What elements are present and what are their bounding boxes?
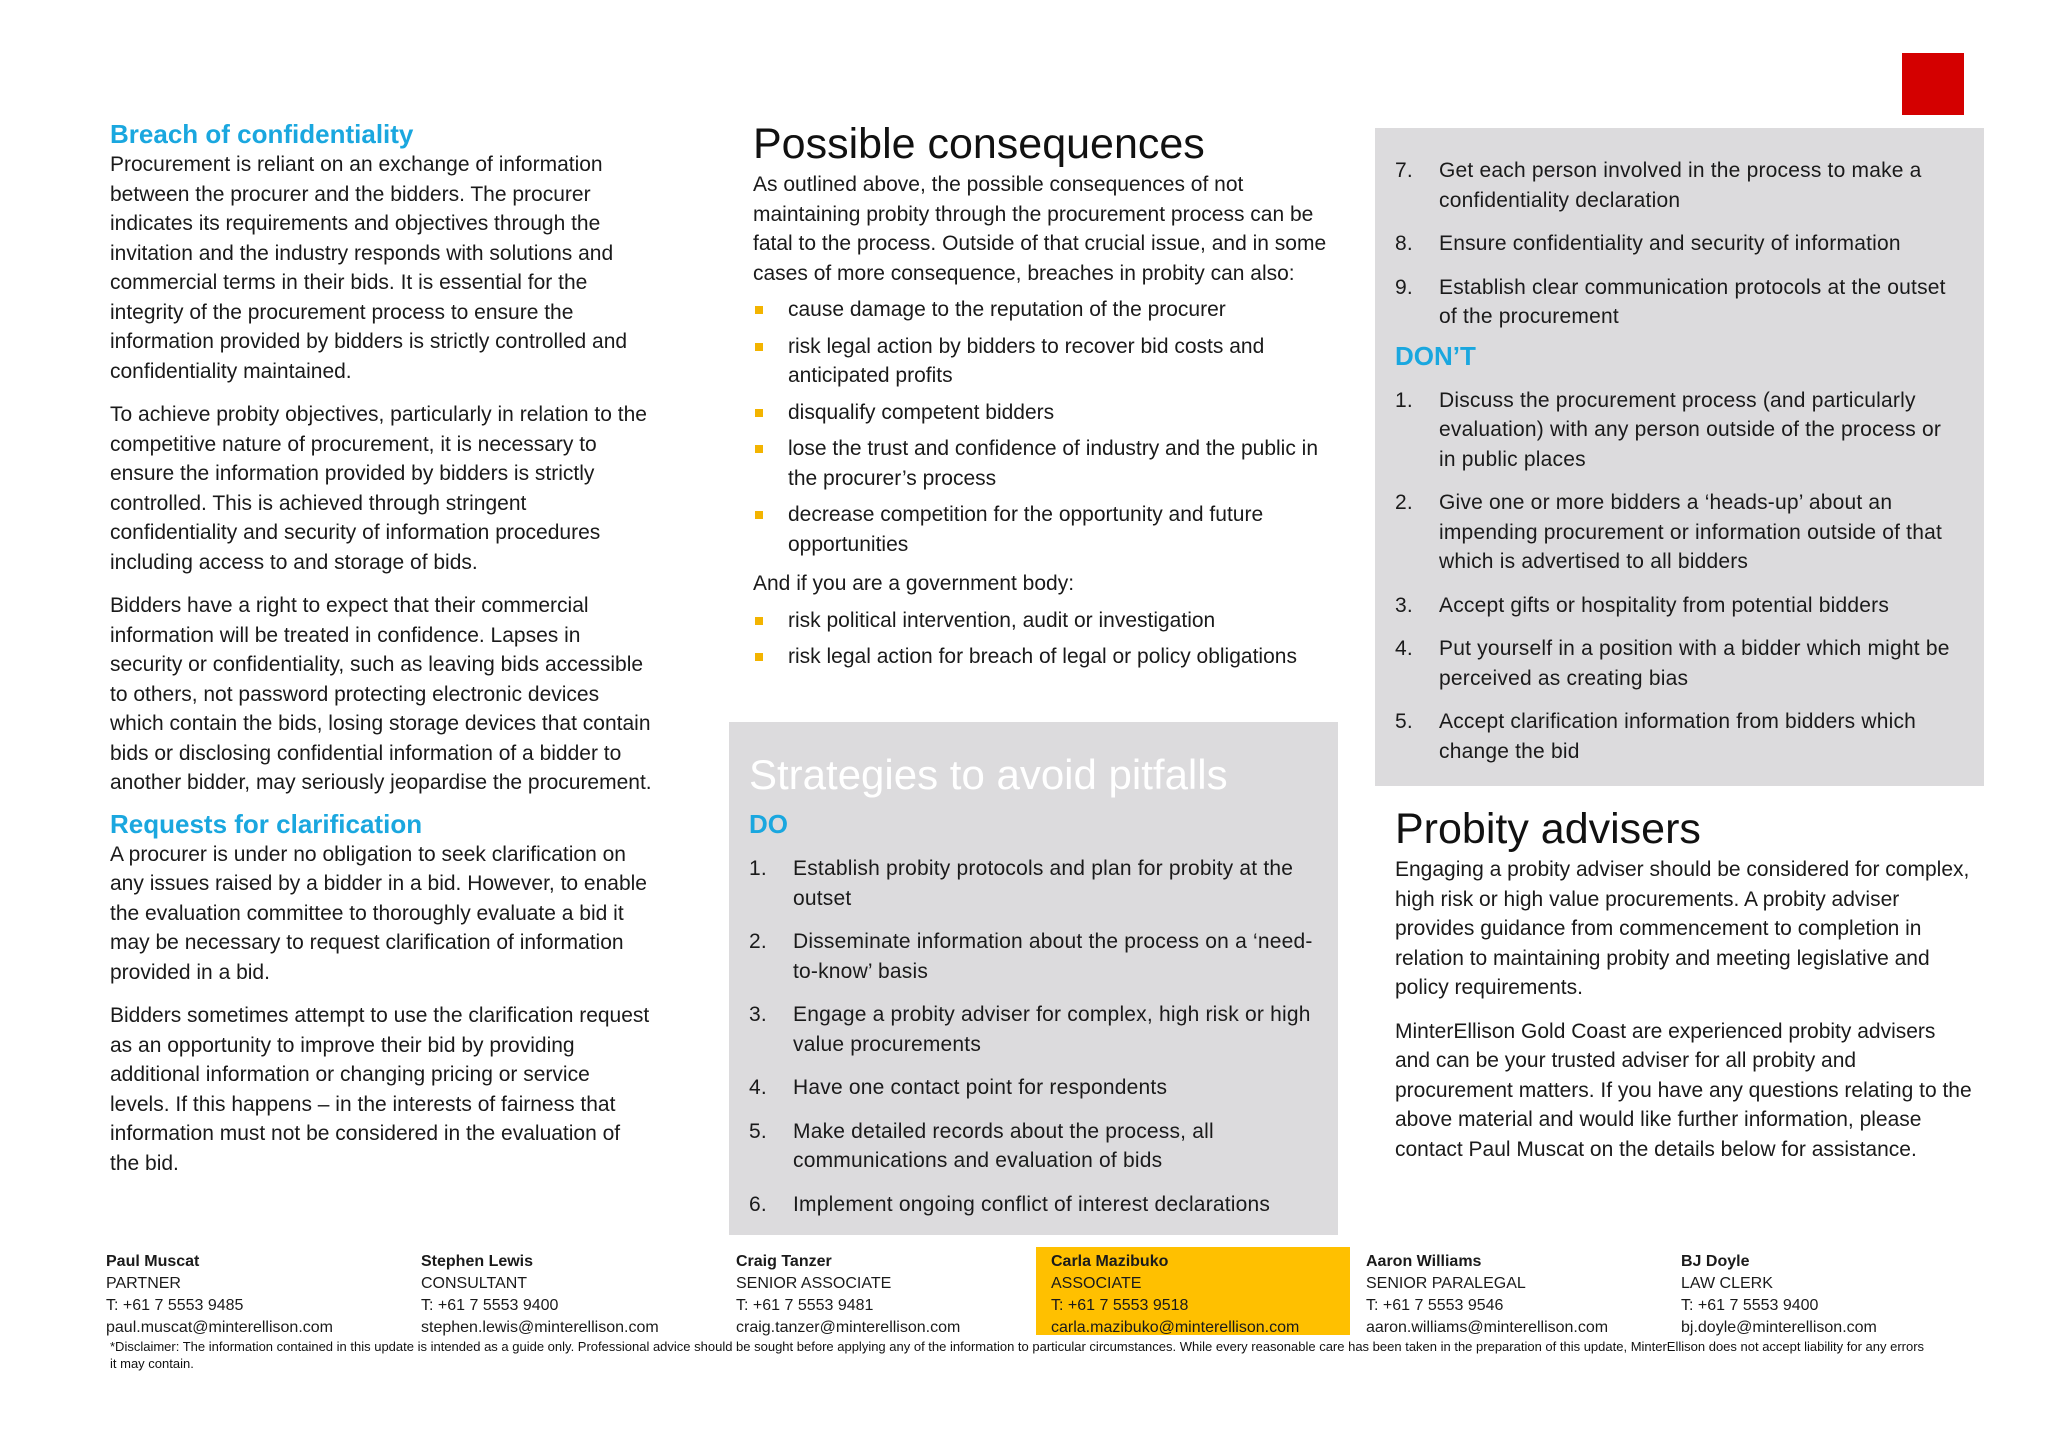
list-item: risk legal action for breach of legal or policy obligations	[753, 642, 1333, 672]
contact-role: SENIOR ASSOCIATE	[736, 1275, 892, 1292]
contact-email[interactable]: craig.tanzer@minterellison.com	[736, 1319, 961, 1336]
list-item: cause damage to the reputation of the procurer	[753, 295, 1333, 325]
advisers-heading: Probity advisers	[1395, 805, 1701, 853]
clarification-paragraph-2: Bidders sometimes attempt to use the clarification request as an opportunity to improve their bid by providing additional information or changing pricing or service levels. If this happens – in the interests of fairness that information must not be considered in the evaluation of the bid.	[110, 1004, 650, 1175]
contact-name: Craig Tanzer	[736, 1253, 832, 1270]
list-item	[1395, 634, 1961, 693]
do-list	[749, 854, 1315, 1219]
item-number: 4.	[749, 1076, 767, 1099]
consequences-heading: Possible consequences	[753, 120, 1205, 168]
item-text: Establish clear communication protocols at the outset of the procurement	[1439, 275, 1946, 328]
contact-role: LAW CLERK	[1681, 1275, 1773, 1292]
strategies-title: Strategies to avoid pitfalls	[749, 751, 1228, 798]
item-number: 7.	[1395, 159, 1413, 182]
do-list-continued	[1395, 156, 1961, 332]
advisers-paragraph-1: Engaging a probity adviser should be considered for complex, high risk or high value procurements. A probity adviser provides guidance from commencement to completion in relation to maintaining probity and meeting legislative and policy requirements.	[1395, 858, 1970, 999]
list-item	[1395, 273, 1961, 332]
contact-phone: T: +61 7 5553 9400	[421, 1297, 559, 1314]
item-text: Implement ongoing conflict of interest declarations	[793, 1192, 1271, 1216]
item-number: 4.	[1395, 637, 1413, 660]
breach-paragraph-2: To achieve probity objectives, particularly in relation to the competitive nature of procurement, it is necessary to ensure the information provided by bidders is strictly controlled. This is achieved through stringent confidentiality and security of information procedures including access to and storage of bids.	[110, 403, 647, 574]
item-text: Get each person involved in the process to make a confidentiality declaration	[1439, 159, 1922, 212]
do-heading: DO	[749, 809, 788, 839]
contact-email[interactable]: carla.mazibuko@minterellison.com	[1051, 1319, 1300, 1336]
contact-phone: T: +61 7 5553 9481	[736, 1297, 874, 1314]
list-item	[749, 1117, 1315, 1176]
list-item	[749, 854, 1315, 913]
item-text: Make detailed records about the process, all communications and evaluation of bids	[793, 1119, 1214, 1172]
list-item	[749, 1073, 1315, 1103]
column-middle	[753, 118, 1333, 672]
list-item: risk political intervention, audit or investigation	[753, 606, 1333, 636]
list-item	[749, 927, 1315, 986]
contact-name: Carla Mazibuko	[1051, 1253, 1169, 1270]
item-text: Ensure confidentiality and security of information	[1439, 232, 1901, 255]
contact-name: Paul Muscat	[106, 1253, 200, 1270]
advisers-paragraph-2: MinterEllison Gold Coast are experienced probity advisers and can be your trusted adviser for all probity and procurement matters. If you have any questions relating to the above material and would like further information, please contact Paul Muscat on the details below for assistance.	[1395, 1019, 1972, 1161]
breach-heading: Breach of confidentiality	[110, 119, 414, 149]
list-item: lose the trust and confidence of industry and the public in the procurer’s process	[753, 434, 1333, 493]
contact-phone: T: +61 7 5553 9400	[1681, 1297, 1819, 1314]
contact-email[interactable]: aaron.williams@minterellison.com	[1366, 1319, 1609, 1336]
breach-paragraph-1: Procurement is reliant on an exchange of information between the procurer and the bidders. The procurer indicates its requirements and objectives through the invitation and the industry responds with solutions and commercial terms in their bids. It is essential for the integrity of the procurement process to ensure the information provided by bidders is strictly controlled and confidentiality maintained.	[110, 153, 628, 383]
clarification-paragraph-1: A procurer is under no obligation to seek clarification on any issues raised by a bidder in a bid. However, to enable the evaluation committee to thoroughly evaluate a bid it may be necessary to request clarification of information provided in a bid.	[110, 842, 647, 984]
list-item	[1395, 488, 1961, 577]
contact-role: ASSOCIATE	[1051, 1275, 1142, 1292]
item-number: 3.	[1395, 593, 1413, 617]
contact-email[interactable]: paul.muscat@minterellison.com	[106, 1319, 333, 1336]
dont-heading: DON’T	[1395, 340, 1476, 371]
list-item: risk legal action by bidders to recover bid costs and anticipated profits	[753, 332, 1333, 391]
item-number: 8.	[1395, 232, 1413, 255]
item-text: Give one or more bidders a ‘heads-up’ about an impending procurement or information outside of that which is advertised to all bidders	[1439, 491, 1943, 573]
contact-email[interactable]: stephen.lewis@minterellison.com	[421, 1319, 659, 1336]
contact-name: BJ Doyle	[1681, 1253, 1750, 1270]
list-item	[1395, 229, 1961, 259]
contact-card	[736, 1247, 1050, 1335]
contact-card	[1681, 1247, 1995, 1335]
contact-email[interactable]: bj.doyle@minterellison.com	[1681, 1319, 1877, 1336]
item-text: Have one contact point for respondents	[793, 1076, 1168, 1099]
item-number: 2.	[1395, 491, 1413, 514]
contact-role: SENIOR PARALEGAL	[1366, 1275, 1526, 1292]
item-text: Put yourself in a position with a bidder which might be perceived as creating bias	[1439, 637, 1950, 690]
contact-phone: T: +61 7 5553 9518	[1051, 1297, 1189, 1314]
breach-paragraph-3: Bidders have a right to expect that their commercial information will be treated in confidence. Lapses in security or confidentiality, such as leaving bids accessible to others, not password protecting electronic devices which contain the bids, losing storage devices that contain bids or disclosing confidential information of a bidder to another bidder, may seriously jeopardise the procurement.	[110, 594, 652, 794]
item-text: Disseminate information about the process on a ‘need-to-know’ basis	[793, 930, 1313, 983]
strategies-panel-continued	[1375, 128, 1984, 786]
strategies-panel	[729, 722, 1338, 1235]
list-item	[1395, 591, 1961, 621]
list-item	[749, 1190, 1315, 1220]
government-bullets	[753, 606, 1333, 672]
contact-phone: T: +61 7 5553 9485	[106, 1297, 244, 1314]
dont-list	[1395, 386, 1961, 767]
contact-role: PARTNER	[106, 1275, 181, 1292]
contact-phone: T: +61 7 5553 9546	[1366, 1297, 1504, 1314]
brand-red-square	[1902, 53, 1964, 115]
contact-card	[1366, 1247, 1680, 1335]
consequences-bullets	[753, 295, 1333, 559]
contacts-footer	[0, 1247, 2048, 1337]
item-text: Establish probity protocols and plan for probity at the outset	[793, 857, 1294, 910]
list-item	[749, 1000, 1315, 1059]
item-text: Engage a probity adviser for complex, high risk or high value procurements	[793, 1003, 1311, 1056]
item-number: 3.	[749, 1003, 767, 1026]
item-number: 2.	[749, 930, 767, 953]
item-text: Discuss the procurement process (and particularly evaluation) with any person outside of the process or in public places	[1439, 388, 1942, 471]
item-text: Accept clarification information from bidders which change the bid	[1439, 710, 1917, 763]
column-right	[1395, 803, 1975, 1164]
contact-role: CONSULTANT	[421, 1275, 528, 1292]
list-item: disqualify competent bidders	[753, 398, 1333, 428]
contact-name: Stephen Lewis	[421, 1253, 534, 1270]
contact-card-highlighted	[1036, 1247, 1350, 1335]
disclaimer: *Disclaimer: The information contained in this update is intended as a guide only. Professional advice should be sought before applying any of the information to particular circumstances. While every reasonable care has been taken in the preparation of this update, MinterEllison does not accept liability for any errors it may contain.	[110, 1339, 1925, 1371]
government-intro: And if you are a government body:	[753, 572, 1075, 595]
contact-card	[106, 1247, 420, 1335]
list-item	[1395, 707, 1961, 766]
list-item	[1395, 156, 1961, 215]
clarification-heading: Requests for clarification	[110, 808, 423, 839]
consequences-intro: As outlined above, the possible consequences of not maintaining probity through the procurement process can be fatal to the process. Outside of that crucial issue, and in some cases of more consequence, breaches in probity can also:	[753, 173, 1327, 285]
item-number: 9.	[1395, 275, 1413, 299]
item-number: 5.	[1395, 710, 1413, 733]
column-left	[110, 118, 655, 1178]
item-text: Accept gifts or hospitality from potential bidders	[1439, 593, 1890, 617]
item-number: 1.	[749, 857, 767, 880]
item-number: 5.	[749, 1119, 767, 1143]
list-item	[1395, 386, 1961, 475]
item-number: 1.	[1395, 388, 1413, 412]
item-number: 6.	[749, 1192, 767, 1216]
contact-card	[421, 1247, 735, 1335]
list-item: decrease competition for the opportunity and future opportunities	[753, 500, 1333, 559]
contact-name: Aaron Williams	[1366, 1253, 1482, 1270]
